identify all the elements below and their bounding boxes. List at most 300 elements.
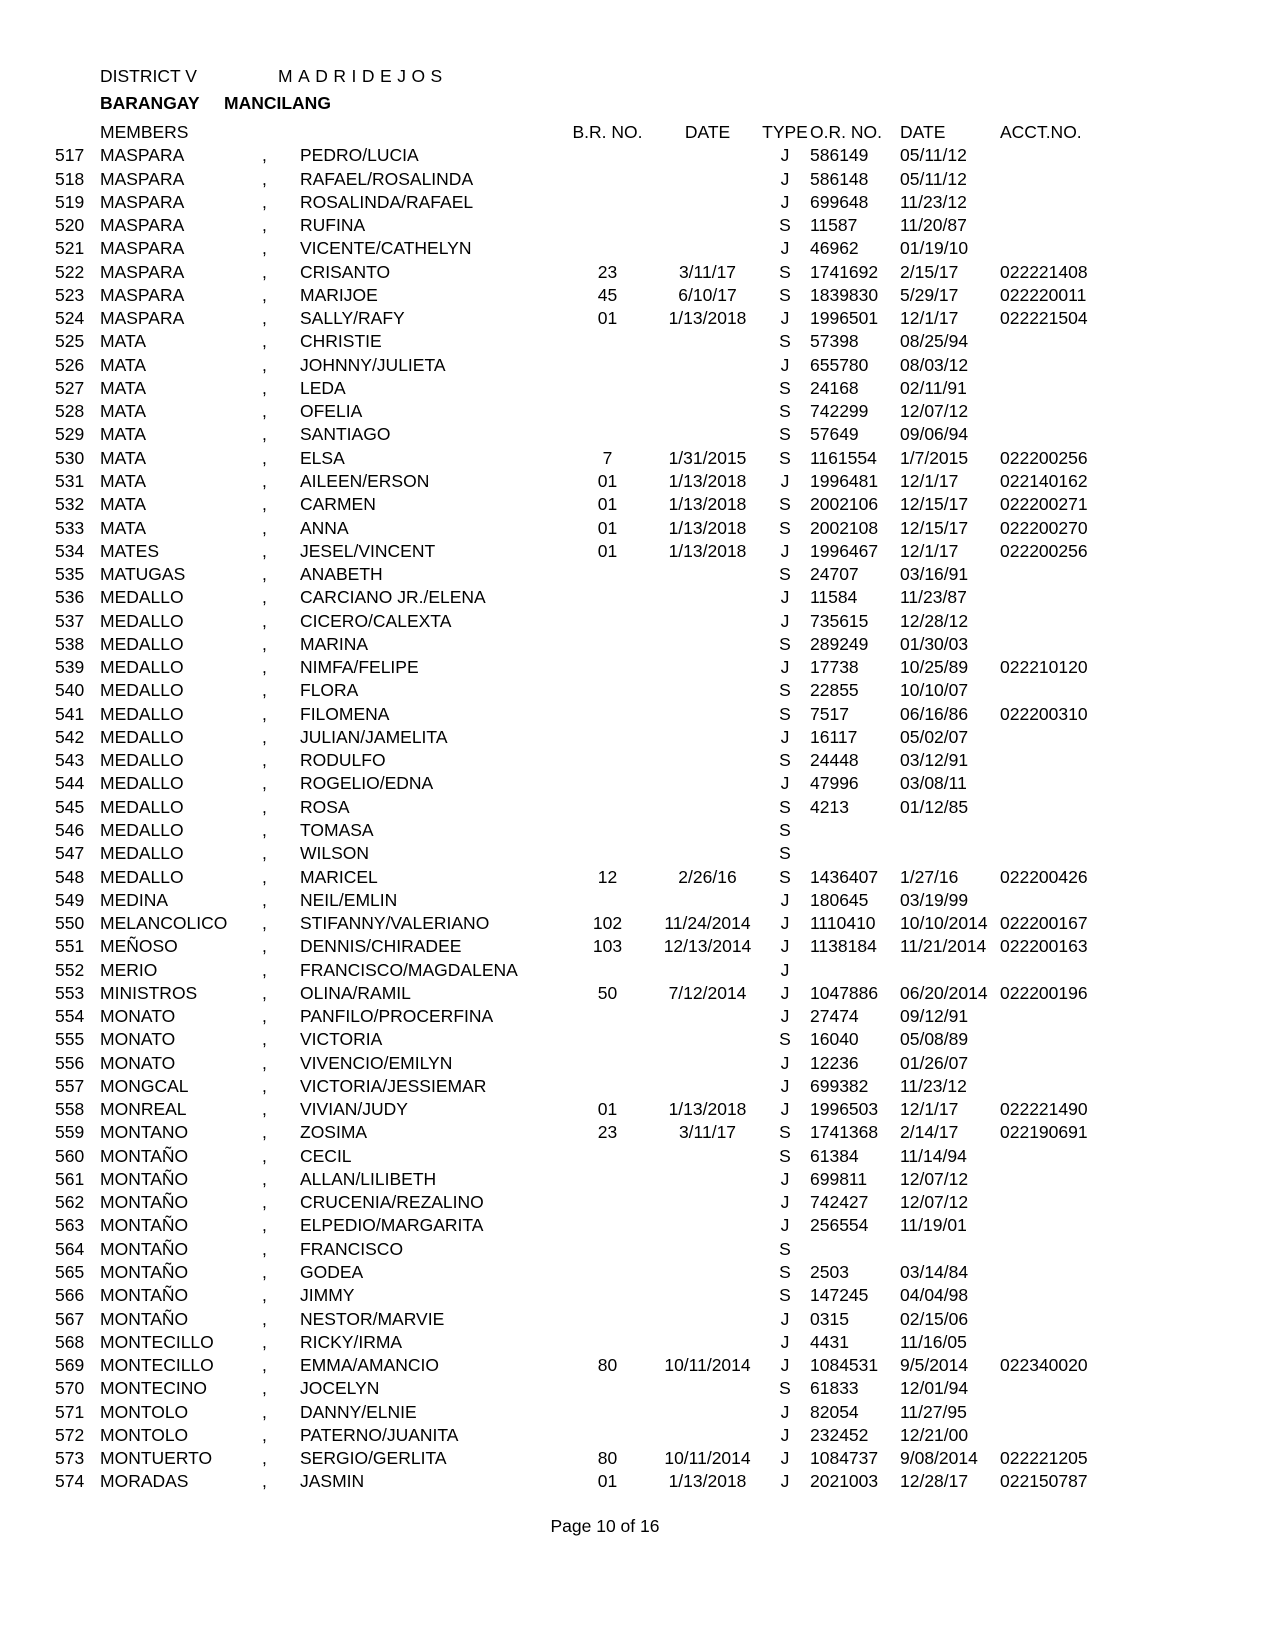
name-separator: , [262, 354, 267, 375]
name-separator: , [262, 866, 267, 887]
member-number: 523 [55, 284, 85, 305]
or-no: 1839830 [810, 284, 879, 305]
name-separator: , [262, 517, 267, 538]
table-row [55, 1168, 1095, 1191]
or-no: 16040 [810, 1029, 859, 1050]
or-date: 03/19/99 [900, 889, 969, 910]
table-row [55, 610, 1095, 633]
member-given-names: ALLAN/LILIBETH [300, 1168, 437, 1189]
member-type: S [779, 284, 791, 305]
table-row [55, 400, 1095, 423]
or-date: 12/1/17 [900, 308, 959, 329]
table-row [55, 563, 1095, 586]
or-date: 12/15/17 [900, 494, 969, 515]
or-no: 699811 [810, 1168, 868, 1189]
name-separator: , [262, 284, 267, 305]
acct-no [1000, 819, 1095, 842]
member-given-names: JOHNNY/JULIETA [300, 354, 446, 375]
or-date: 11/21/2014 [900, 936, 987, 957]
member-surname: MEDALLO [100, 703, 184, 724]
member-surname: MATA [100, 517, 147, 538]
table-row [55, 1005, 1095, 1028]
member-number: 530 [55, 447, 85, 468]
name-separator: , [262, 1331, 267, 1352]
member-given-names: PEDRO/LUCIA [300, 145, 419, 166]
member-surname: MONTAÑO [100, 1168, 189, 1189]
or-no: 1084737 [810, 1448, 879, 1469]
br-date [655, 1238, 760, 1261]
member-number: 520 [55, 215, 85, 236]
or-no: 1110410 [810, 913, 876, 934]
member-type: J [780, 1308, 790, 1329]
member-type: S [779, 1029, 791, 1050]
name-separator: , [262, 1122, 267, 1143]
br-date: 1/13/2018 [668, 517, 747, 538]
member-type: S [779, 703, 791, 724]
member-type: J [780, 168, 790, 189]
name-separator: , [262, 1192, 267, 1213]
or-no: 46962 [810, 238, 859, 259]
member-number: 541 [55, 703, 85, 724]
or-no [810, 819, 900, 842]
br-date [655, 214, 760, 237]
member-type: J [780, 145, 790, 166]
member-given-names: RODULFO [300, 750, 386, 771]
acct-no: 022200196 [1000, 982, 1088, 1003]
member-given-names: ELPEDIO/MARGARITA [300, 1215, 484, 1236]
member-surname: MEDALLO [100, 680, 184, 701]
or-no: 12236 [810, 1052, 859, 1073]
member-number: 546 [55, 819, 85, 840]
member-given-names: ZOSIMA [300, 1122, 368, 1143]
member-surname: MONTECILLO [100, 1355, 214, 1376]
name-separator: , [262, 168, 267, 189]
member-surname: MEDALLO [100, 773, 184, 794]
br-date [655, 400, 760, 423]
br-no: 01 [597, 470, 618, 491]
member-surname: MATA [100, 470, 147, 491]
table-row [55, 1075, 1095, 1098]
br-date: 1/31/2015 [668, 447, 747, 468]
br-no: 01 [597, 540, 618, 561]
or-date: 12/15/17 [900, 517, 969, 538]
table-row [55, 447, 1095, 470]
members-column-header: MEMBERS [100, 122, 189, 142]
member-number: 551 [55, 936, 85, 957]
member-given-names: NESTOR/MARVIE [300, 1308, 445, 1329]
br-no [560, 214, 655, 237]
table-row [55, 959, 1095, 982]
br-date [655, 1191, 760, 1214]
or-date: 12/07/12 [900, 1192, 969, 1213]
or-no: 82054 [810, 1401, 859, 1422]
or-no: 735615 [810, 610, 869, 631]
br-no [560, 796, 655, 819]
member-surname: MONTUERTO [100, 1448, 213, 1469]
member-given-names: MARIJOE [300, 284, 378, 305]
or-no: 289249 [810, 633, 869, 654]
member-type: S [779, 424, 791, 445]
table-row [55, 191, 1095, 214]
member-type: S [779, 1238, 791, 1259]
or-date: 9/08/2014 [900, 1448, 978, 1469]
name-separator: , [262, 726, 267, 747]
member-surname: MONTOLO [100, 1401, 189, 1422]
table-row [55, 656, 1095, 679]
br-date [655, 1308, 760, 1331]
or-no: 1138184 [810, 936, 877, 957]
member-number: 572 [55, 1424, 85, 1445]
name-separator: , [262, 1285, 267, 1306]
br-date: 7/12/2014 [668, 982, 747, 1003]
br-date [655, 796, 760, 819]
or-no: 1996467 [810, 540, 879, 561]
member-given-names: JULIAN/JAMELITA [300, 726, 448, 747]
table-row [55, 1052, 1095, 1075]
name-separator: , [262, 1448, 267, 1469]
or-date: 10/10/2014 [900, 913, 988, 934]
br-no [560, 330, 655, 353]
br-date [655, 423, 760, 446]
name-separator: , [262, 959, 267, 980]
member-given-names: DENNIS/CHIRADEE [300, 936, 462, 957]
member-surname: MEDALLO [100, 726, 184, 747]
br-no [560, 1028, 655, 1051]
member-type: S [779, 866, 791, 887]
br-date: 3/11/17 [678, 1122, 737, 1143]
br-no [560, 1424, 655, 1447]
member-given-names: OFELIA [300, 401, 363, 422]
member-type: S [779, 1262, 791, 1283]
br-date [655, 586, 760, 609]
member-number: 550 [55, 913, 85, 934]
member-type: S [779, 680, 791, 701]
acct-no [1000, 1401, 1095, 1424]
table-row [55, 377, 1095, 400]
member-type: J [780, 1471, 790, 1492]
member-type: S [779, 331, 791, 352]
table-row [55, 423, 1095, 446]
br-date [655, 1028, 760, 1051]
or-date: 01/19/10 [900, 238, 969, 259]
member-type: J [780, 1424, 790, 1445]
br-no [560, 610, 655, 633]
or-date: 11/19/01 [900, 1215, 967, 1236]
members-table [55, 121, 1095, 1494]
br-date: 11/24/2014 [664, 913, 751, 934]
or-no: 699382 [810, 1075, 869, 1096]
member-number: 528 [55, 401, 85, 422]
or-no: 1436407 [810, 866, 879, 887]
or-no: 24168 [810, 377, 859, 398]
member-type: S [779, 1378, 791, 1399]
member-number: 557 [55, 1075, 85, 1096]
br-no: 01 [597, 494, 618, 515]
br-no [560, 656, 655, 679]
table-row [55, 866, 1095, 889]
member-given-names: ROGELIO/EDNA [300, 773, 434, 794]
br-date [655, 330, 760, 353]
member-surname: MATUGAS [100, 564, 186, 585]
barangay-label: BARANGAY [100, 93, 200, 113]
or-date: 02/15/06 [900, 1308, 969, 1329]
table-row [55, 1401, 1095, 1424]
member-given-names: SALLY/RAFY [300, 308, 405, 329]
member-type: J [780, 1168, 790, 1189]
name-separator: , [262, 1168, 267, 1189]
acct-no [1000, 1052, 1095, 1075]
member-number: 525 [55, 331, 85, 352]
member-given-names: DANNY/ELNIE [300, 1401, 417, 1422]
acct-no: 022200256 [1000, 540, 1088, 561]
br-no: 01 [597, 517, 618, 538]
or-no: 1161554 [810, 447, 877, 468]
given-names-column-header [300, 121, 560, 144]
or-date: 10/10/07 [900, 680, 969, 701]
br-no: 01 [597, 308, 618, 329]
br-no [560, 586, 655, 609]
member-type: J [780, 657, 790, 678]
or-date: 12/21/00 [900, 1424, 969, 1445]
name-separator: , [262, 982, 267, 1003]
acct-no [1000, 610, 1095, 633]
member-number: 540 [55, 680, 85, 701]
member-surname: MONTAÑO [100, 1308, 189, 1329]
name-separator: , [262, 750, 267, 771]
acct-no [1000, 144, 1095, 167]
or-no [810, 842, 900, 865]
acct-no: 022200426 [1000, 866, 1088, 887]
member-surname: MATA [100, 494, 147, 515]
br-date [655, 1052, 760, 1075]
member-given-names: STIFANNY/VALERIANO [300, 913, 490, 934]
name-separator: , [262, 447, 267, 468]
table-row [55, 1470, 1095, 1493]
member-surname: MEDALLO [100, 610, 184, 631]
member-type: J [780, 238, 790, 259]
table-row [55, 726, 1095, 749]
br-no [560, 1238, 655, 1261]
or-date: 09/06/94 [900, 424, 969, 445]
or-date: 5/29/17 [900, 284, 959, 305]
table-row [55, 935, 1095, 958]
member-given-names: AILEEN/ERSON [300, 470, 430, 491]
br-no [560, 1401, 655, 1424]
acct-no [1000, 959, 1095, 982]
member-surname: MASPARA [100, 168, 185, 189]
br-date [655, 1424, 760, 1447]
or-no: 655780 [810, 354, 869, 375]
member-number: 538 [55, 633, 85, 654]
member-type: J [780, 773, 790, 794]
table-row [55, 1121, 1095, 1144]
member-given-names: CRISANTO [300, 261, 391, 282]
acct-no: 022220011 [1000, 284, 1087, 305]
table-row [55, 912, 1095, 935]
acct-no [1000, 889, 1095, 912]
table-row [55, 540, 1095, 563]
member-number: 524 [55, 308, 85, 329]
member-number: 522 [55, 261, 85, 282]
member-given-names: CARMEN [300, 494, 376, 515]
or-no: 0315 [810, 1308, 849, 1329]
name-separator: , [262, 191, 267, 212]
member-number: 526 [55, 354, 85, 375]
acct-no: 022221205 [1000, 1448, 1088, 1469]
acct-no [1000, 168, 1095, 191]
name-separator: , [262, 1052, 267, 1073]
member-type: J [780, 1099, 790, 1120]
member-given-names: PANFILO/PROCERFINA [300, 1006, 494, 1027]
name-separator: , [262, 1262, 267, 1283]
member-type: S [779, 796, 791, 817]
br-date: 1/13/2018 [668, 494, 747, 515]
member-number: 517 [55, 145, 85, 166]
member-surname: MEDALLO [100, 819, 184, 840]
name-separator: , [262, 843, 267, 864]
br-date [655, 1214, 760, 1237]
or-date: 11/14/94 [900, 1145, 967, 1166]
br-date [655, 168, 760, 191]
member-surname: MEDINA [100, 889, 169, 910]
member-given-names: FRANCISCO [300, 1238, 404, 1259]
or-no: 24707 [810, 564, 859, 585]
member-number: 554 [55, 1006, 85, 1027]
or-date: 12/28/12 [900, 610, 969, 631]
or-no: 22855 [810, 680, 859, 701]
br-no [560, 354, 655, 377]
member-surname: MINISTROS [100, 982, 198, 1003]
or-date: 10/25/89 [900, 657, 969, 678]
member-number: 560 [55, 1145, 85, 1166]
member-surname: MASPARA [100, 145, 185, 166]
or-no: 742427 [810, 1192, 869, 1213]
or-date: 11/23/12 [900, 191, 967, 212]
br-date [655, 237, 760, 260]
or-date: 05/11/12 [900, 168, 967, 189]
acct-no [1000, 1284, 1095, 1307]
or-date: 12/1/17 [900, 540, 959, 561]
or-no: 586149 [810, 145, 869, 166]
or-date: 11/23/12 [900, 1075, 967, 1096]
name-separator: , [262, 564, 267, 585]
or-no: 1996501 [810, 308, 879, 329]
member-number: 563 [55, 1215, 85, 1236]
member-number: 535 [55, 564, 85, 585]
member-type: J [780, 1075, 790, 1096]
br-no [560, 679, 655, 702]
acct-no: 022340020 [1000, 1355, 1088, 1376]
br-date [655, 703, 760, 726]
member-number: 533 [55, 517, 85, 538]
member-given-names: JOCELYN [300, 1378, 380, 1399]
member-number: 562 [55, 1192, 85, 1213]
or-date: 1/7/2015 [900, 447, 969, 468]
acct-no [1000, 796, 1095, 819]
br-date [655, 1145, 760, 1168]
name-separator: , [262, 889, 267, 910]
member-given-names: SERGIO/GERLITA [300, 1448, 447, 1469]
or-date: 12/01/94 [900, 1378, 969, 1399]
or-date: 09/12/91 [900, 1006, 969, 1027]
br-no: 23 [597, 261, 618, 282]
member-type: J [780, 1052, 790, 1073]
member-number: 547 [55, 843, 85, 864]
member-given-names: ROSALINDA/RAFAEL [300, 191, 474, 212]
member-number: 570 [55, 1378, 85, 1399]
or-date: 03/12/91 [900, 750, 969, 771]
name-separator: , [262, 377, 267, 398]
or-no: 11584 [810, 587, 858, 608]
member-number: 559 [55, 1122, 85, 1143]
or-no: 61833 [810, 1378, 859, 1399]
or-no: 180645 [810, 889, 869, 910]
table-body [55, 144, 1095, 1493]
or-no: 61384 [810, 1145, 859, 1166]
br-date [655, 191, 760, 214]
acct-no [1000, 423, 1095, 446]
table-row [55, 842, 1095, 865]
member-number: 545 [55, 796, 85, 817]
member-type: J [780, 1401, 790, 1422]
member-number: 549 [55, 889, 85, 910]
acct-no: 022221504 [1000, 308, 1088, 329]
member-number: 574 [55, 1471, 85, 1492]
member-given-names: OLINA/RAMIL [300, 982, 411, 1003]
name-separator: , [262, 215, 267, 236]
acct-no [1000, 633, 1095, 656]
acct-no [1000, 1191, 1095, 1214]
br-no [560, 237, 655, 260]
member-given-names: ELSA [300, 447, 345, 468]
br-no: 50 [597, 982, 618, 1003]
acct-no [1000, 1331, 1095, 1354]
member-type: J [780, 913, 790, 934]
name-separator: , [262, 819, 267, 840]
member-type: S [779, 494, 791, 515]
acct-no [1000, 214, 1095, 237]
member-given-names: RICKY/IRMA [300, 1331, 403, 1352]
br-no [560, 1005, 655, 1028]
member-surname: MONTECILLO [100, 1331, 214, 1352]
acct-no [1000, 1075, 1095, 1098]
table-row [55, 586, 1095, 609]
table-row [55, 679, 1095, 702]
or-date: 02/11/91 [900, 377, 967, 398]
member-number: 573 [55, 1448, 85, 1469]
br-no [560, 1052, 655, 1075]
acct-no [1000, 400, 1095, 423]
member-surname: MATES [100, 540, 159, 561]
member-type: S [779, 843, 791, 864]
member-number: 567 [55, 1308, 85, 1329]
acct-no: 022200270 [1000, 517, 1088, 538]
member-given-names: NIMFA/FELIPE [300, 657, 419, 678]
or-date [900, 959, 1000, 982]
acct-no [1000, 354, 1095, 377]
or-no: 699648 [810, 191, 869, 212]
or-no: 256554 [810, 1215, 869, 1236]
member-surname: MONREAL [100, 1099, 187, 1120]
member-type: S [779, 517, 791, 538]
br-no [560, 400, 655, 423]
br-no [560, 168, 655, 191]
acct-no [1000, 586, 1095, 609]
br-date: 12/13/2014 [663, 936, 752, 957]
member-surname: MATA [100, 354, 147, 375]
br-date: 2/26/16 [678, 866, 737, 887]
member-given-names: FRANCISCO/MAGDALENA [300, 959, 518, 980]
